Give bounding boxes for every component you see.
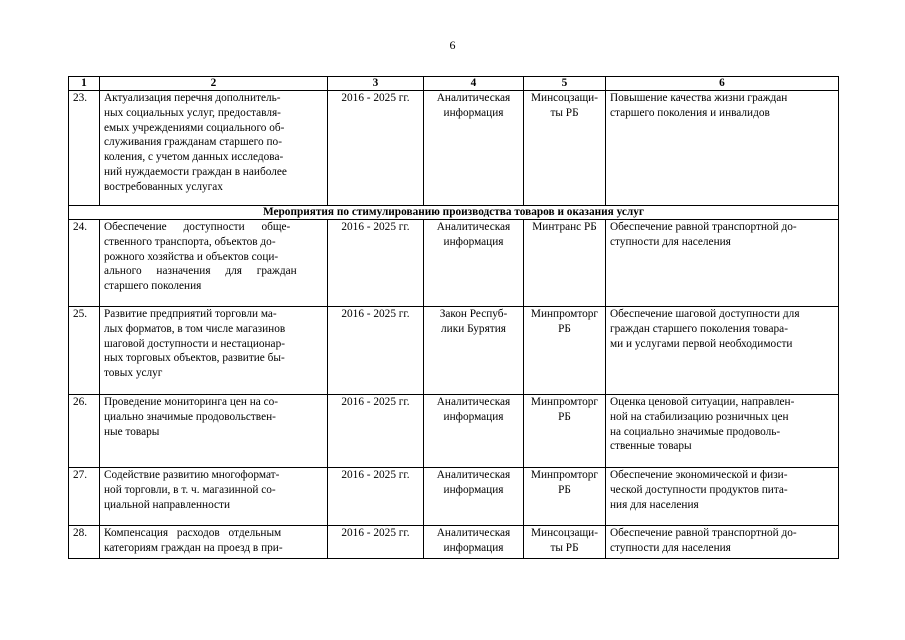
result-line: ступности для населения <box>610 235 731 248</box>
executor-line: Минсоцзащи- <box>531 527 598 539</box>
measure-line: Содействие развитию многоформат- <box>104 469 280 481</box>
measure-line: ний нуждаемости граждан в наиболее <box>104 165 287 178</box>
section-title: Мероприятия по стимулированию производства товаров и оказания услуг <box>69 206 839 220</box>
column-header: 5 <box>524 77 606 91</box>
column-header: 4 <box>424 77 524 91</box>
table-row <box>69 307 839 395</box>
form-line: Аналитическая <box>436 92 511 104</box>
measure-line: ных торговых объектов, развитие бы- <box>104 352 285 365</box>
result-line: Обеспечение равной транспортной до- <box>610 527 797 539</box>
executor-cell <box>524 468 606 526</box>
section-row <box>69 206 839 220</box>
result-cell <box>606 91 839 206</box>
column-header: 2 <box>100 77 328 91</box>
measure-cell <box>100 395 328 468</box>
form-line: Аналитическая <box>436 221 511 233</box>
result-line: ния для населения <box>610 498 699 511</box>
term-cell: 2016 - 2025 гг. <box>328 91 424 206</box>
form-cell <box>424 220 524 307</box>
row-number: 26. <box>69 395 100 468</box>
executor-line: ты РБ <box>550 541 579 554</box>
result-cell <box>606 468 839 526</box>
measure-line: старшего поколения <box>104 280 202 293</box>
result-line: Обеспечение шаговой доступности для <box>610 308 800 320</box>
measure-line: циальной направленности <box>104 498 231 511</box>
executor-cell <box>524 91 606 206</box>
measure-line: коления, с учетом данных исследова- <box>104 151 284 164</box>
form-line: Аналитическая <box>436 396 511 408</box>
form-cell <box>424 468 524 526</box>
measure-cell <box>100 220 328 307</box>
form-line: Аналитическая <box>436 527 511 539</box>
form-cell <box>424 526 524 559</box>
page-number: 6 <box>449 38 456 52</box>
result-line: ной на стабилизацию розничных цен <box>610 410 789 423</box>
measure-cell <box>100 307 328 395</box>
result-cell <box>606 526 839 559</box>
result-cell <box>606 307 839 395</box>
result-line: ственные товары <box>610 440 692 453</box>
executor-line: Минтранс РБ <box>532 221 597 233</box>
result-line: ступности для населения <box>610 541 731 554</box>
measure-line: категориям граждан на проезд в при- <box>104 541 283 554</box>
executor-cell <box>524 395 606 468</box>
executor-cell <box>524 220 606 307</box>
executor-cell <box>524 526 606 559</box>
measure-line: ной торговли, в т. ч. магазинной со- <box>104 483 276 496</box>
result-line: Повышение качества жизни граждан <box>610 92 788 104</box>
form-line: информация <box>443 483 504 496</box>
measures-table <box>68 76 839 559</box>
term-cell: 2016 - 2025 гг. <box>328 395 424 468</box>
row-number: 23. <box>69 91 100 206</box>
row-number: 28. <box>69 526 100 559</box>
measure-line: Развитие предприятий торговли ма- <box>104 308 277 320</box>
measure-line: товых услуг <box>104 367 163 380</box>
measure-line: ные товары <box>104 425 160 438</box>
measure-line: лых форматов, в том числе магазинов <box>104 322 286 335</box>
measure-line: Обеспечение доступности обще- <box>104 221 291 233</box>
result-cell <box>606 395 839 468</box>
table-row <box>69 526 839 559</box>
form-cell <box>424 307 524 395</box>
form-line: Аналитическая <box>436 469 511 481</box>
executor-line: Минпромторг <box>530 308 599 320</box>
measure-line: ственного транспорта, объектов до- <box>104 235 276 248</box>
form-line: информация <box>443 410 504 423</box>
column-header: 1 <box>69 77 100 91</box>
executor-line: ты РБ <box>550 106 579 119</box>
executor-line: Минсоцзащи- <box>531 92 598 104</box>
executor-line: РБ <box>558 322 571 335</box>
column-header: 3 <box>328 77 424 91</box>
result-line: ми и услугами первой необходимости <box>610 337 793 350</box>
measure-line: Актуализация перечня дополнитель- <box>104 92 281 104</box>
table-header-row <box>69 77 839 91</box>
table-row <box>69 395 839 468</box>
measure-line: шаговой доступности и нестационар- <box>104 337 285 350</box>
measure-line: Компенсация расходов отдельным <box>104 527 282 539</box>
term-cell: 2016 - 2025 гг. <box>328 220 424 307</box>
term-cell: 2016 - 2025 гг. <box>328 468 424 526</box>
form-line: Закон Респуб- <box>439 308 508 320</box>
measure-line: ального назначения для граждан <box>104 265 297 278</box>
form-line: информация <box>443 235 504 248</box>
form-cell <box>424 395 524 468</box>
measure-line: рожного хозяйства и объектов соци- <box>104 250 279 263</box>
form-cell <box>424 91 524 206</box>
result-line: Обеспечение экономической и физи- <box>610 469 788 481</box>
term-cell: 2016 - 2025 гг. <box>328 526 424 559</box>
column-header: 6 <box>606 77 839 91</box>
result-line: Оценка ценовой ситуации, направлен- <box>610 396 795 408</box>
result-line: Обеспечение равной транспортной до- <box>610 221 797 233</box>
measure-cell <box>100 468 328 526</box>
measure-line: служивания гражданам старшего по- <box>104 136 282 149</box>
measure-cell <box>100 526 328 559</box>
form-line: информация <box>443 106 504 119</box>
measure-line: Проведение мониторинга цен на со- <box>104 396 279 408</box>
executor-line: Минпромторг <box>530 469 599 481</box>
table-row <box>69 220 839 307</box>
form-line: информация <box>443 541 504 554</box>
executor-line: Минпромторг <box>530 396 599 408</box>
row-number: 25. <box>69 307 100 395</box>
row-number: 27. <box>69 468 100 526</box>
executor-line: РБ <box>558 483 571 496</box>
row-number: 24. <box>69 220 100 307</box>
measure-line: циально значимые продовольствен- <box>104 410 276 423</box>
result-cell <box>606 220 839 307</box>
measure-line: емых учреждениями социального об- <box>104 121 285 134</box>
term-cell: 2016 - 2025 гг. <box>328 307 424 395</box>
executor-cell <box>524 307 606 395</box>
table-row <box>69 91 839 206</box>
table-row <box>69 468 839 526</box>
measure-cell <box>100 91 328 206</box>
result-line: граждан старшего поколения товара- <box>610 322 788 335</box>
result-line: на социально значимые продоволь- <box>610 425 781 438</box>
result-line: ческой доступности продуктов пита- <box>610 483 788 496</box>
result-line: старшего поколения и инвалидов <box>610 106 770 119</box>
measure-line: востребованных услугах <box>104 180 223 193</box>
executor-line: РБ <box>558 410 571 423</box>
measure-line: ных социальных услуг, предоставля- <box>104 106 281 119</box>
form-line: лики Бурятия <box>441 322 506 335</box>
